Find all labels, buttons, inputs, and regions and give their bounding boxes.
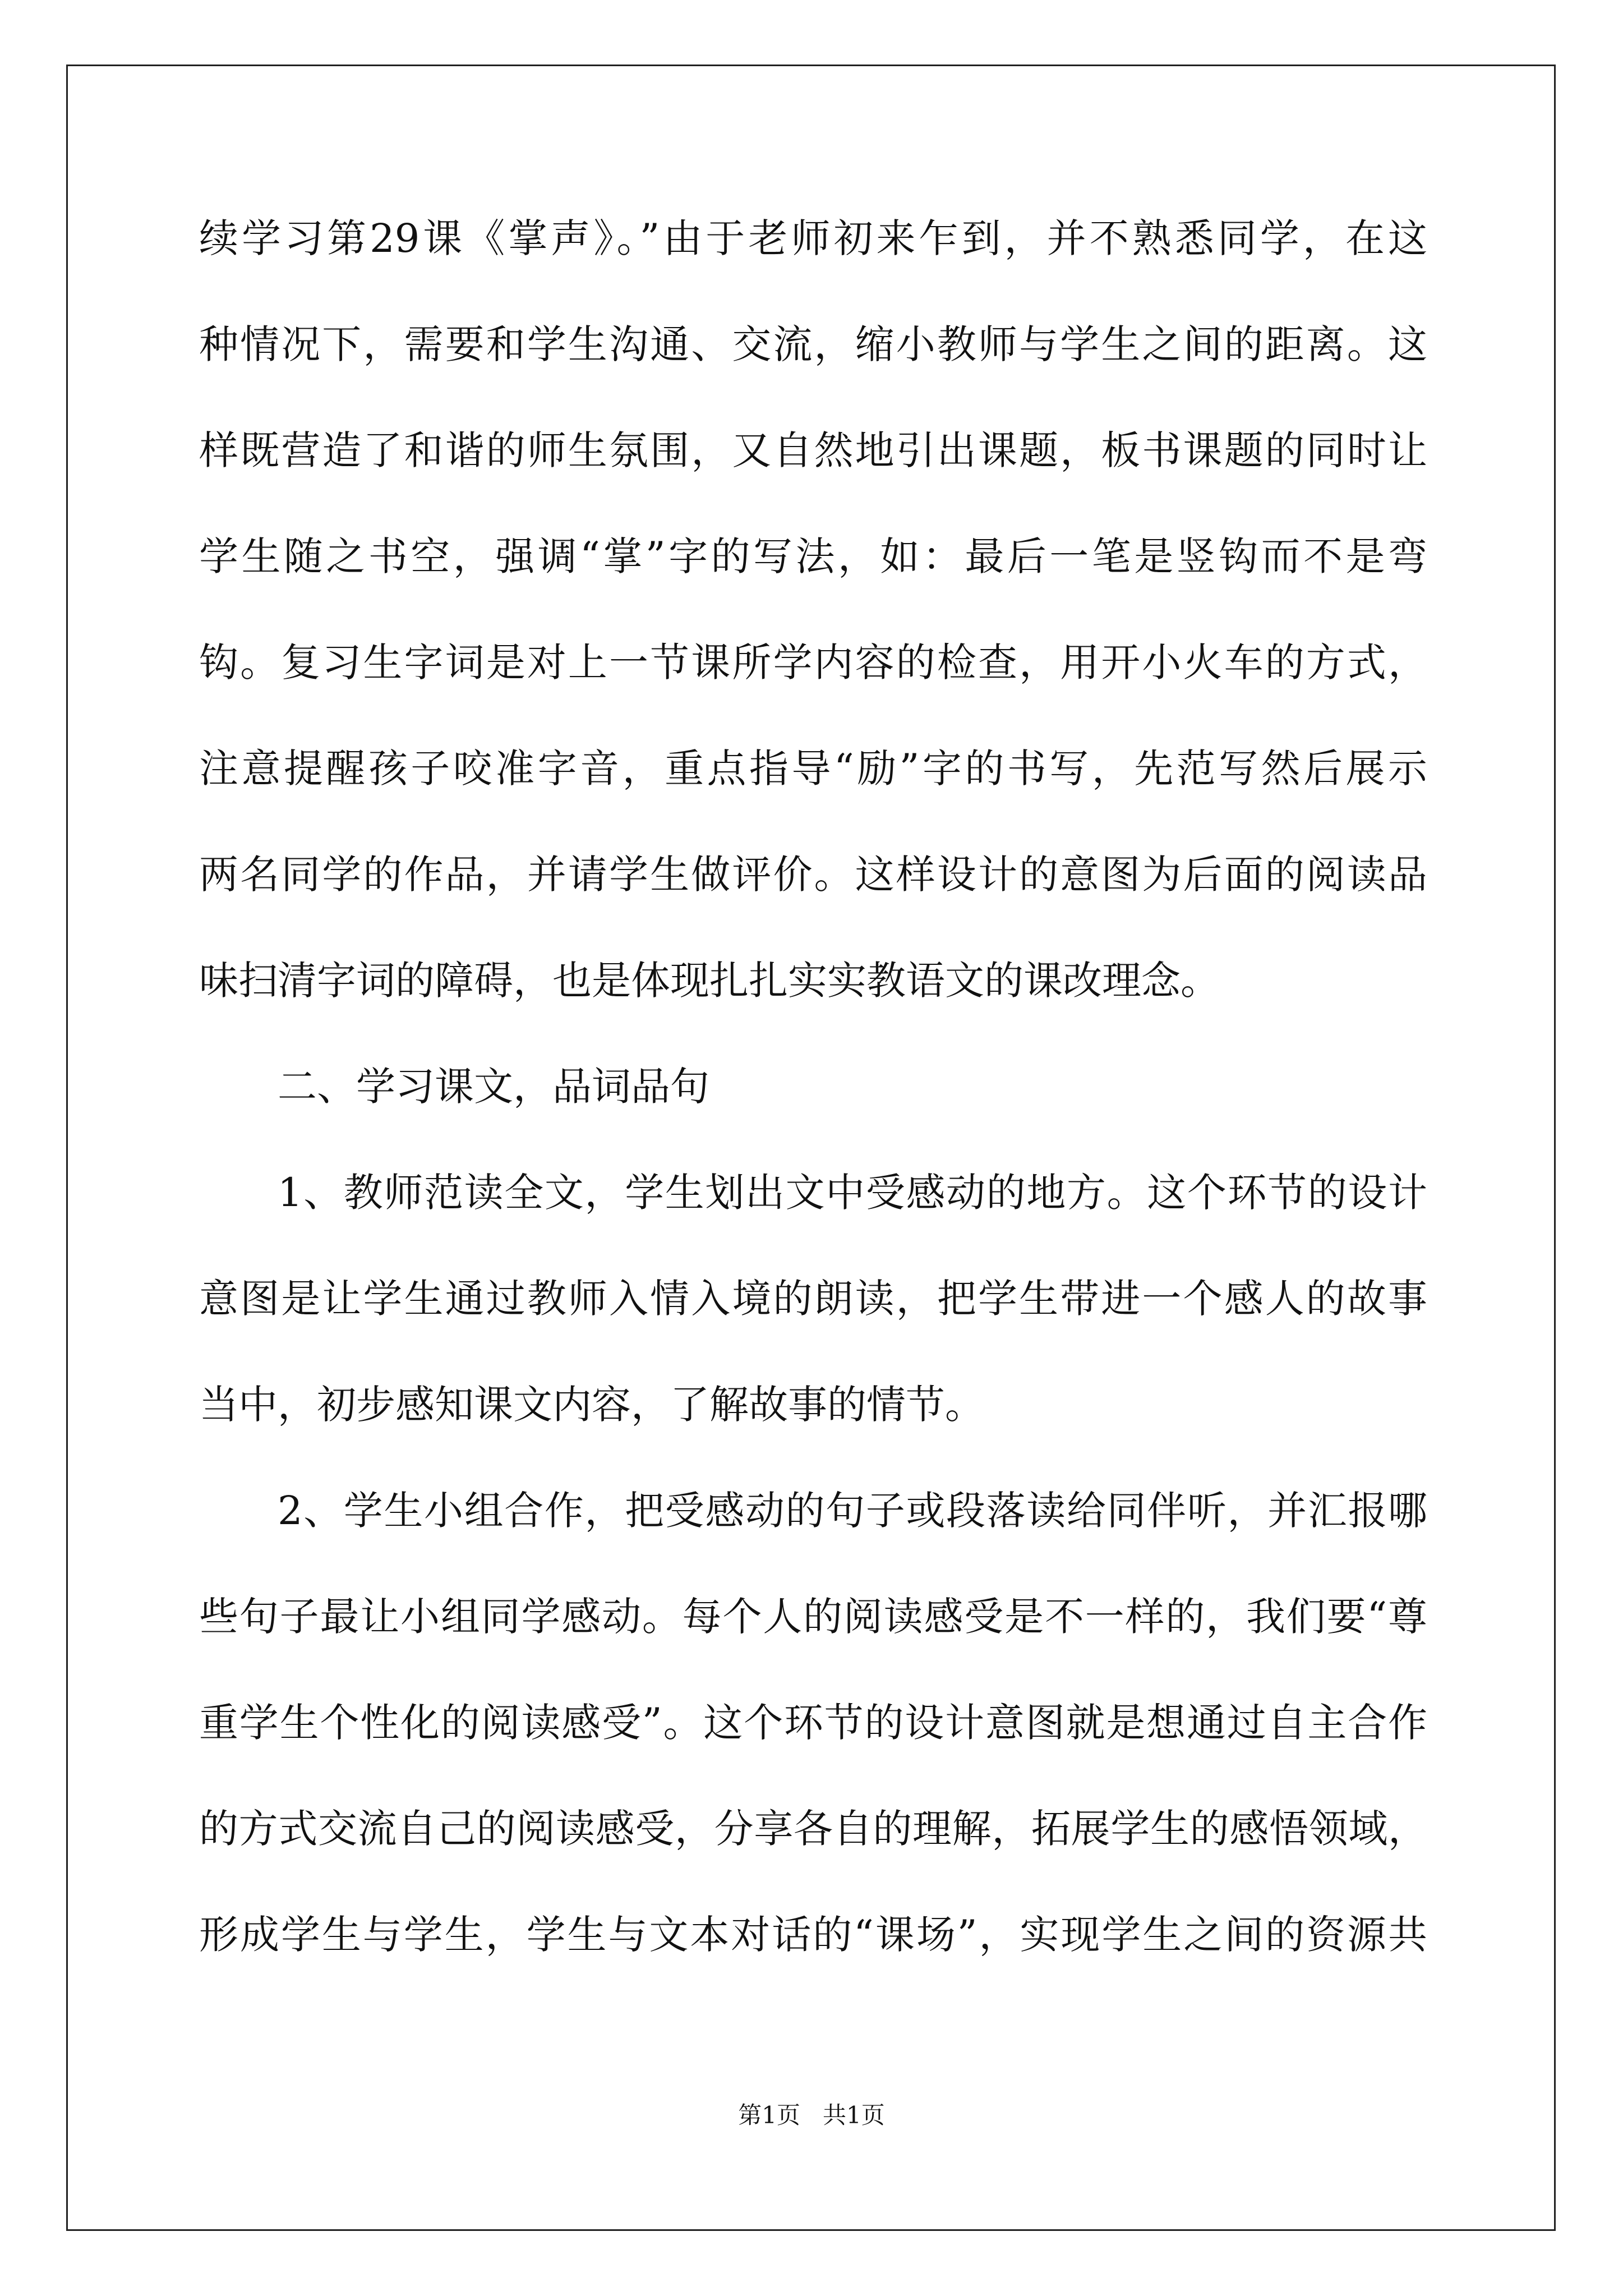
document-body (199, 212, 1427, 2014)
page-footer: 第1页 共1页 (738, 2101, 885, 2129)
text-line: 形成学生与学生，学生与文本对话的“课场”，实现学生之间的资源共 (199, 1912, 1427, 1958)
text-line: 样既营造了和谐的师生氛围，又自然地引出课题，板书课题的同时让 (199, 427, 1427, 473)
text-line: 意图是让学生通过教师入情入境的朗读，把学生带进一个感人的故事 (199, 1276, 1427, 1322)
text-line: 重学生个性化的阅读感受”。这个环节的设计意图就是想通过自主合作 (199, 1700, 1427, 1746)
text-line: 两名同学的作品，并请学生做评价。这样设计的意图为后面的阅读品 (199, 852, 1427, 898)
text-line: 学生随之书空，强调“掌”字的写法，如：最后一笔是竖钩而不是弯 (199, 533, 1427, 579)
text-line: 续学习第29课《掌声》。”由于老师初来乍到，并不熟悉同学，在这 (199, 215, 1427, 261)
text-line: 味扫清字词的障碍，也是体现扎扎实实教语文的课改理念。 (199, 958, 1220, 1004)
text-line: 钩。复习生字词是对上一节课所学内容的检查，用开小火车的方式， (199, 639, 1427, 685)
text-line: 种情况下，需要和学生沟通、交流，缩小教师与学生之间的距离。这 (199, 321, 1427, 367)
text-line: 当中，初步感知课文内容，了解故事的情节。 (199, 1382, 984, 1428)
section-heading: 二、学习课文，品词品句 (278, 1064, 709, 1110)
text-line: 注意提醒孩子咬准字音，重点指导“励”字的书写，先范写然后展示 (199, 746, 1427, 792)
text-line: 2、学生小组合作，把受感动的句子或段落读给同伴听，并汇报哪 (278, 1488, 1427, 1534)
text-line: 的方式交流自己的阅读感受，分享各自的理解，拓展学生的感悟领域， (199, 1806, 1427, 1852)
text-line: 1、教师范读全文，学生划出文中受感动的地方。这个环节的设计 (278, 1170, 1427, 1216)
text-line: 些句子最让小组同学感动。每个人的阅读感受是不一样的，我们要“尊 (199, 1594, 1427, 1640)
